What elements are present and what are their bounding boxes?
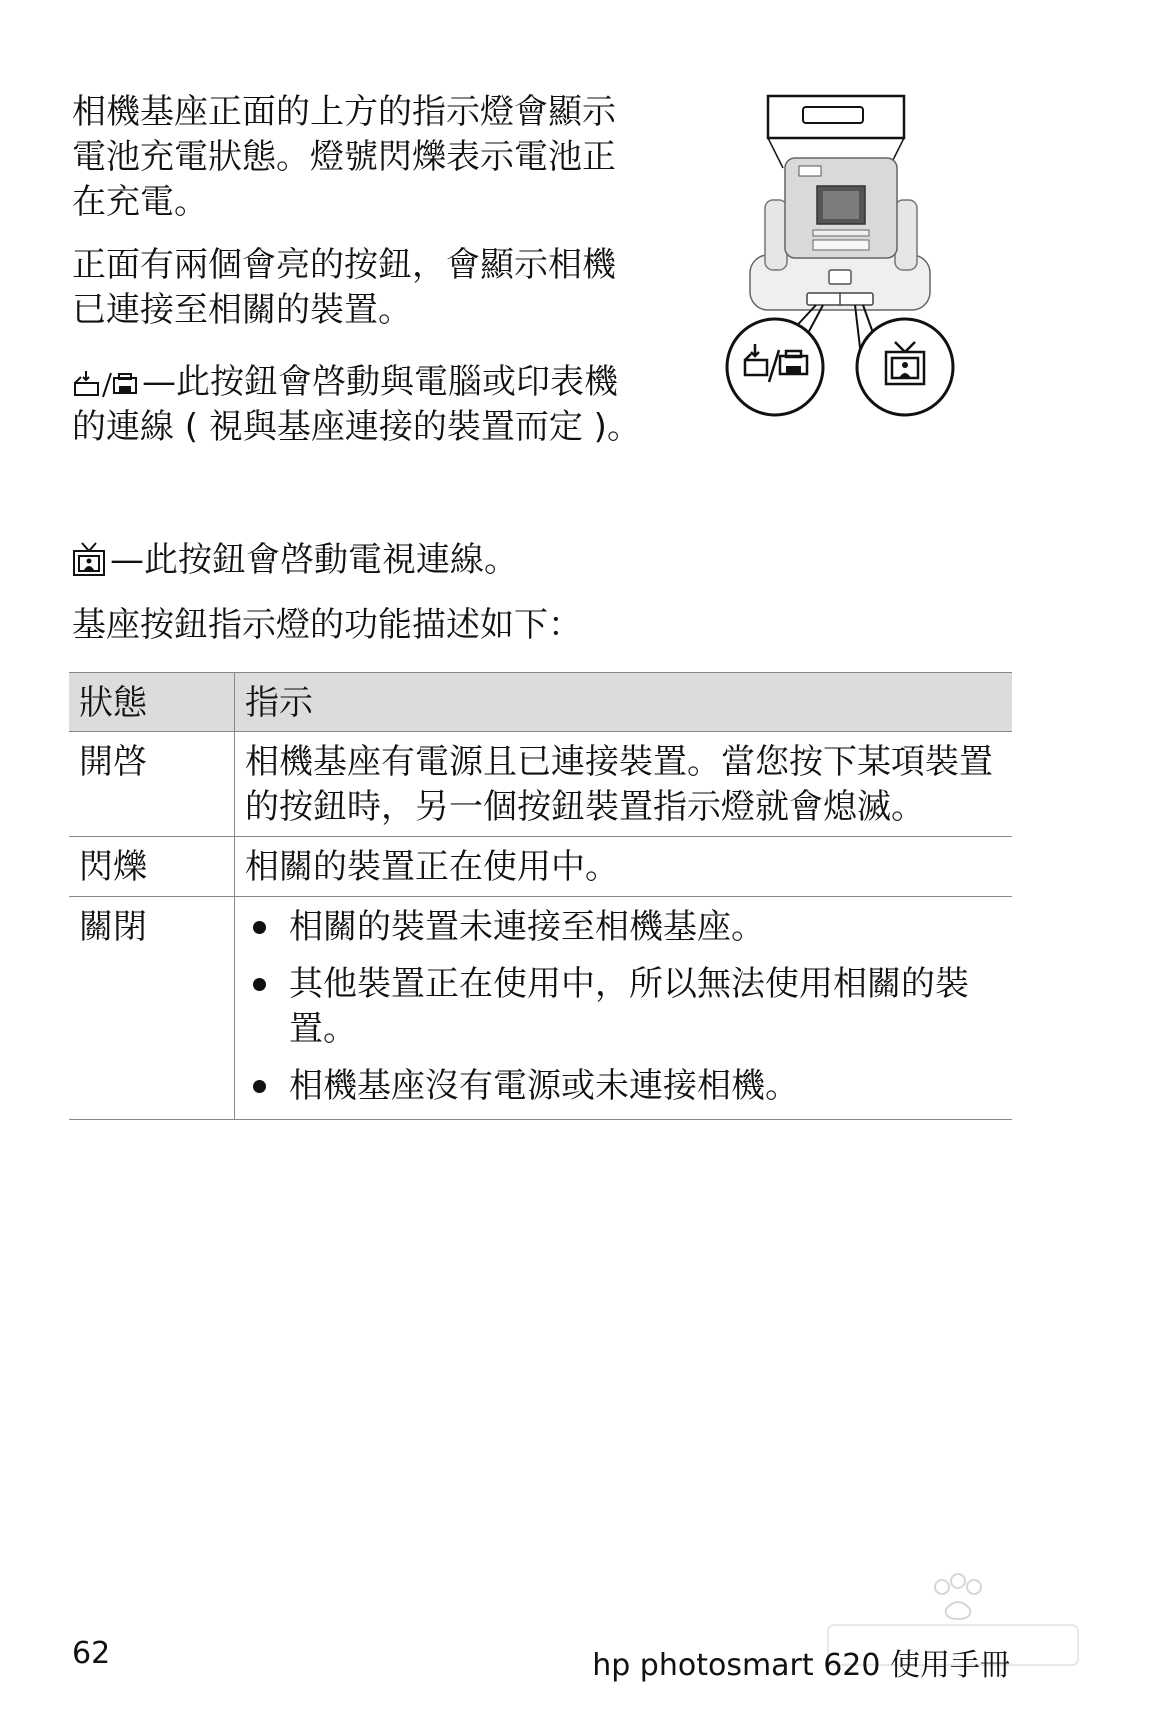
battery-status-paragraph: 相機基座正面的上方的指示燈會顯示電池充電狀態。燈號閃爍表示電池正在充電。 [72,92,616,222]
table-header-row [69,673,1012,732]
manual-title: hp photosmart 620 使用手冊 [592,1648,1010,1683]
indication-cell [235,897,1013,1120]
indication-cell: 相關的裝置正在使用中。 [235,837,1013,897]
list-item: 相關的裝置未連接至相機基座。 [245,905,1002,950]
pc-printer-button-text: —此按鈕會啓動與電腦或印表機的連線 ( 視與基座連接的裝置而定 )。 [72,362,641,447]
state-cell: 關閉 [69,897,235,1120]
state-cell: 閃爍 [69,837,235,897]
table-intro-paragraph: 基座按鈕指示燈的功能描述如下： [72,605,582,645]
camera-dock-illustration [715,90,965,420]
list-item: 其他裝置正在使用中，所以無法使用相關的裝置。 [245,962,1002,1052]
table-row [69,897,1012,1120]
tv-icon [72,541,106,577]
header-state: 狀態 [69,673,235,732]
pc-printer-icon [72,369,138,399]
buttons-intro-paragraph: 正面有兩個會亮的按鈕，會顯示相機已連接至相關的裝置。 [72,245,616,330]
indication-cell: 相機基座有電源且已連接裝置。當您按下某項裝置的按鈕時，另一個按鈕裝置指示燈就會熄滅。 [235,732,1013,837]
indicator-status-table [69,672,1012,1120]
page-number: 62 [72,1636,111,1671]
state-cell: 開啓 [69,732,235,837]
tv-button-text: —此按鈕會啓動電視連線。 [110,540,518,580]
pc-printer-button-paragraph [72,360,642,450]
table-row [69,837,1012,897]
tv-button-paragraph [72,538,972,583]
header-indication: 指示 [235,673,1013,732]
off-reasons-list [245,905,1002,1109]
table-row [69,732,1012,837]
list-item: 相機基座沒有電源或未連接相機。 [245,1064,1002,1109]
